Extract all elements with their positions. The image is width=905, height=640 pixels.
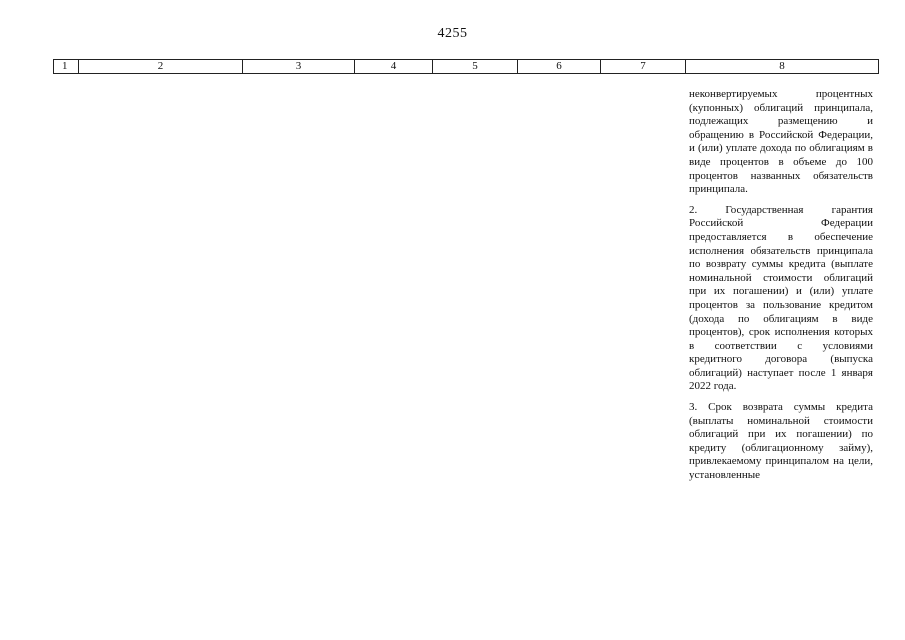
header-row: [54, 60, 879, 74]
paragraph-2: 2. Государственная гарантия Российской Федерации предоставляется в обеспечение исполнения обязательств принципала по возврату суммы кредита (выплате номинальной стоимости облигаций при их погашении) и (или) уплате процентов за пользование кредитом (дохода по облигациям в виде процентов), срок исполнения которых в соответствии с условиями кредитного договора (выпуска облигаций) наступает после 1 января 2022 года.: [689, 203, 873, 393]
column-number-2: 2: [79, 60, 243, 74]
page-number: 4255: [437, 26, 468, 41]
paragraph-1: неконвертируемых процентных (купонных) облигаций принципала, подлежащих размещению и обращению в Российской Федерации, и (или) уплате дохода по облигациям в виде процентов в объеме до 100 процентов названных обязательств принципала.: [689, 88, 873, 196]
column-number-3: 3: [243, 60, 355, 74]
paragraph-3: 3. Срок возврата суммы кредита (выплаты номинальной стоимости облигаций при их погашении) по кредиту (облигационному займу), привлекаемому принципалом на цели, установленные: [689, 401, 873, 482]
column-number-8: 8: [686, 60, 879, 74]
column-number-4: 4: [355, 60, 433, 74]
column-8-text: [689, 88, 873, 490]
column-number-6: 6: [518, 60, 601, 74]
column-number-1: 1: [54, 60, 79, 74]
column-number-header: [53, 59, 879, 74]
column-number-5: 5: [433, 60, 518, 74]
column-number-7: 7: [601, 60, 686, 74]
